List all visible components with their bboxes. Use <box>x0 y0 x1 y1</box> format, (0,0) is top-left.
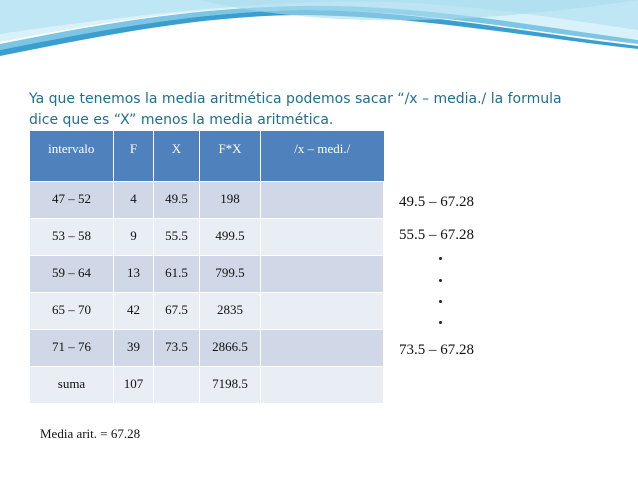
cell-f: 13 <box>114 255 154 292</box>
cell-abs-dev <box>261 255 384 292</box>
cell-intervalo: 47 – 52 <box>30 181 114 218</box>
ellipsis-dot <box>439 321 442 324</box>
cell-abs-dev <box>261 181 384 218</box>
cell-x: 67.5 <box>154 292 200 329</box>
frequency-table <box>29 131 384 404</box>
table-header-row <box>30 131 384 181</box>
cell-intervalo: 53 – 58 <box>30 218 114 255</box>
cell-f: 39 <box>114 329 154 366</box>
cell-f: 42 <box>114 292 154 329</box>
cell-f: 107 <box>114 366 154 403</box>
header-wave-decoration <box>0 0 638 72</box>
cell-intervalo: 65 – 70 <box>30 292 114 329</box>
cell-f: 9 <box>114 218 154 255</box>
cell-abs-dev <box>261 292 384 329</box>
cell-intervalo: suma <box>30 366 114 403</box>
cell-abs-dev <box>261 218 384 255</box>
table-row <box>30 181 384 218</box>
intro-line-1: Ya que tenemos la media aritmética podemos sacar “/x – media./ la formula <box>29 91 562 107</box>
header-abs-dev: /x – medi./ <box>261 131 384 181</box>
intro-text <box>29 89 619 131</box>
ellipsis-dot <box>439 257 442 260</box>
cell-fx: 799.5 <box>200 255 261 292</box>
header-intervalo: intervalo <box>30 131 114 181</box>
cell-f: 4 <box>114 181 154 218</box>
table-row <box>30 218 384 255</box>
ellipsis-dot <box>439 300 442 303</box>
intro-line-2: dice que es “X” menos la media aritmética. <box>29 112 334 128</box>
side-note-first: 49.5 – 67.28 <box>399 194 474 210</box>
cell-x: 49.5 <box>154 181 200 218</box>
cell-fx: 198 <box>200 181 261 218</box>
cell-abs-dev <box>261 329 384 366</box>
cell-x: 61.5 <box>154 255 200 292</box>
cell-fx: 7198.5 <box>200 366 261 403</box>
media-aritmetica-label: Media arit. = 67.28 <box>40 426 141 441</box>
cell-x <box>154 366 200 403</box>
side-note-last: 73.5 – 67.28 <box>399 342 474 358</box>
cell-x: 55.5 <box>154 218 200 255</box>
side-note-second: 55.5 – 67.28 <box>399 227 474 243</box>
cell-abs-dev <box>261 366 384 403</box>
table-row <box>30 255 384 292</box>
table-row <box>30 292 384 329</box>
cell-intervalo: 71 – 76 <box>30 329 114 366</box>
cell-x: 73.5 <box>154 329 200 366</box>
table-row-total <box>30 366 384 403</box>
header-x: X <box>154 131 200 181</box>
cell-intervalo: 59 – 64 <box>30 255 114 292</box>
cell-fx: 2866.5 <box>200 329 261 366</box>
table-row <box>30 329 384 366</box>
cell-fx: 2835 <box>200 292 261 329</box>
header-f: F <box>114 131 154 181</box>
cell-fx: 499.5 <box>200 218 261 255</box>
header-fx: F*X <box>200 131 261 181</box>
ellipsis-dot <box>439 279 442 282</box>
